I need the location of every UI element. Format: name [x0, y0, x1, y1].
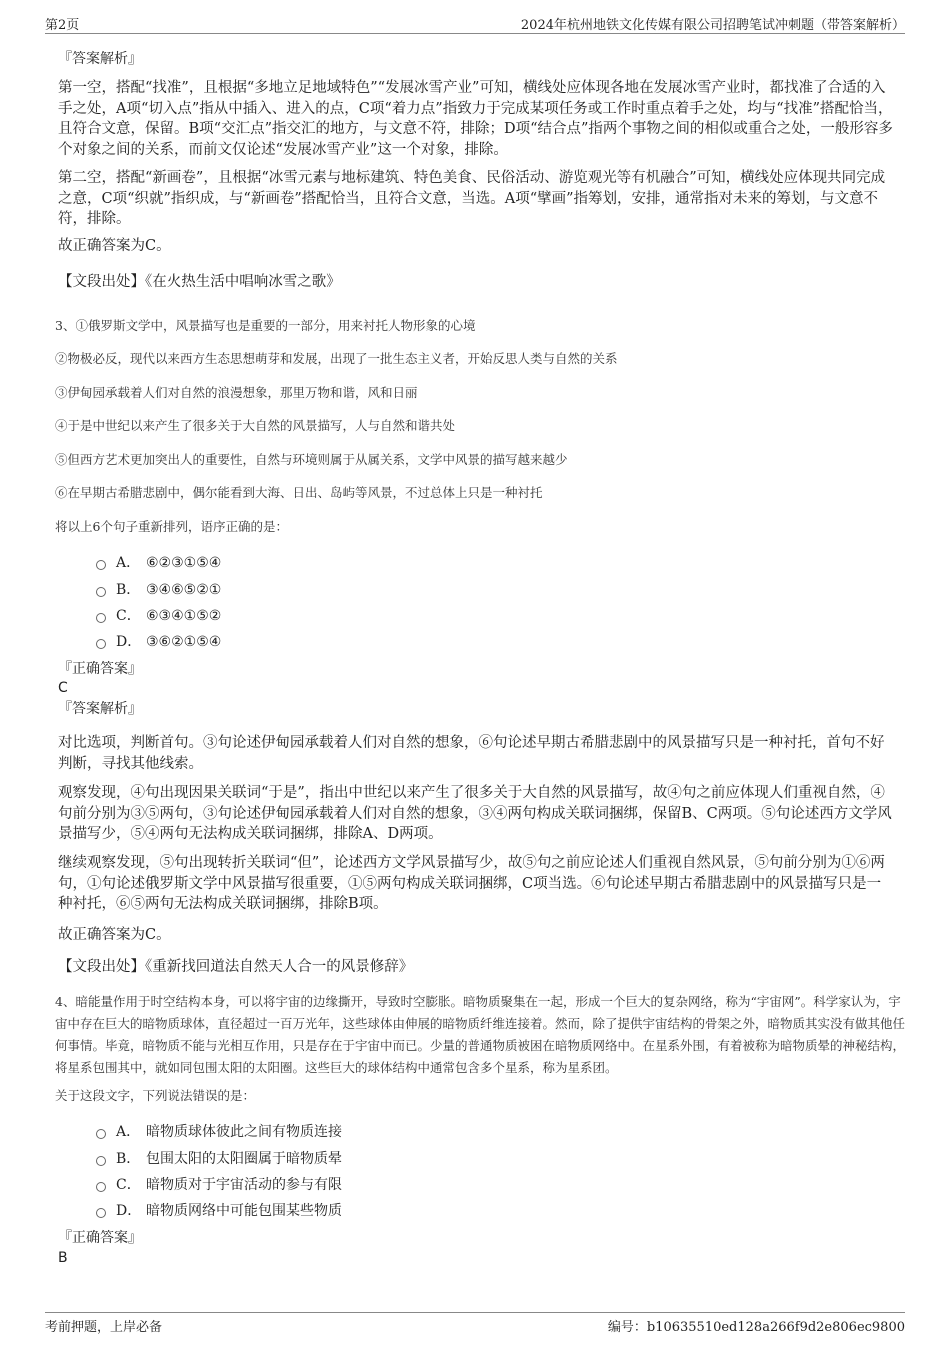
- document-id: 编号：b10635510ed128a266f9d2e806ec9800: [607, 1320, 905, 1335]
- answer-label: 『正确答案』: [58, 661, 142, 677]
- radio-button[interactable]: [96, 587, 106, 597]
- analysis-paragraph: 对比选项，判断首句。③句论述伊甸园承载着人们对自然的想象，⑥句论述早期古希腊悲剧中的风景描写只是一种衬托，首句不好判断，寻找其他线索。: [58, 735, 885, 772]
- source-citation: 【文段出处】《在火热生活中唱响冰雪之歌》: [58, 274, 341, 290]
- radio-button[interactable]: [96, 1156, 106, 1166]
- question-stem: 4、暗能量作用于时空结构本身，可以将宇宙的边缘撕开，导致时空膨胀。暗物质聚集在一起，形成一个巨大的复杂网络，称为“宇宙网”。科学家认为，宇宙中存在巨大的暗物质球体，直径超过一百万光年，这些球体由伸展的暗物质纤维连接着。然而，除了提供宇宙结构的骨架之外，暗物质其实没有做其他任何事情。毕竟，暗物质不能与光相互作用，只是存在于宇宙中而已。少量的普通物质被困在暗物质网络中。在星系外围，有着被称为暗物质晕的神秘结构，将星系包围其中，就如同包围太阳的太阳圈。这些巨大的球体结构中通常包含多个星系，称为星系团。: [55, 994, 906, 1075]
- correct-answer: B: [58, 1250, 68, 1266]
- option-b[interactable]: [96, 1149, 342, 1169]
- radio-button[interactable]: [96, 639, 106, 649]
- conclusion: 故正确答案为C。: [58, 238, 171, 254]
- sentence: ②物极必反，现代以来西方生态思想萌芽和发展，出现了一批生态主义者，开始反思人类与自然的关系: [55, 351, 618, 366]
- analysis-paragraph: 第一空，搭配“找准”，且根据“多地立足地域特色”“发展冰雪产业”可知，横线处应体现各地在发展冰雪产业时，都找准了合适的入手之处，A项“切入点”指从中插入、进入的点，C项“着力点”指致力于完成某项任务或工作时重点着手之处，均与“找准”搭配恰当，且符合文意，保留。B项“交汇点”指交汇的地方，与文意不符，排除；D项“结合点”指两个事物之间的相似或重合之处，一般形容多个对象之间的关系，而前文仅论述“发展冰雪产业”这一个对象，排除。: [58, 80, 893, 158]
- radio-button[interactable]: [96, 560, 106, 570]
- question-stem: 3、①俄罗斯文学中，风景描写也是重要的一部分，用来衬托人物形象的心境: [55, 318, 476, 333]
- option-letter: C．: [116, 1177, 141, 1193]
- document-title: 2024年杭州地铁文化传媒有限公司招聘笔试冲刺题（带答案解析）: [520, 18, 905, 33]
- analysis-label: 『答案解析』: [58, 51, 142, 67]
- sentence: ⑤但西方艺术更加突出人的重要性，自然与环境则属于从属关系，文学中风景的描写越来越少: [55, 452, 568, 467]
- question-prompt: 将以上6个句子重新排列，语序正确的是：: [55, 519, 288, 534]
- option-letter: A．: [116, 1124, 141, 1140]
- radio-button[interactable]: [96, 613, 106, 623]
- option-letter: D．: [116, 634, 142, 650]
- option-b[interactable]: [96, 580, 221, 600]
- option-text: ③⑥②①⑤④: [146, 634, 222, 650]
- analysis-label: 『答案解析』: [58, 701, 142, 717]
- sentence: ③伊甸园承载着人们对自然的浪漫想象，那里万物和谐，风和日丽: [55, 385, 418, 400]
- option-text: 暗物质球体彼此之间有物质连接: [146, 1124, 342, 1140]
- option-letter: B．: [116, 1151, 141, 1167]
- option-d[interactable]: [96, 632, 221, 652]
- answer-label: 『正确答案』: [58, 1230, 142, 1246]
- conclusion: 故正确答案为C。: [58, 927, 171, 943]
- analysis-paragraph: 观察发现，④句出现因果关联词“于是”，指出中世纪以来产生了很多关于大自然的风景描写，故④句之前应体现人们重视自然，④句前分别为③⑤两句，③句论述伊甸园承载着人们对自然的想象，③④两句构成关联词捆绑，保留B、C两项。⑤句论述西方文学风景描写少，⑤④两句无法构成关联词捆绑，排除A、D两项。: [58, 785, 892, 842]
- sentence: ⑥在早期古希腊悲剧中，偶尔能看到大海、日出、岛屿等风景，不过总体上只是一种衬托: [55, 485, 543, 500]
- question-prompt: 关于这段文字，下列说法错误的是：: [55, 1088, 256, 1103]
- option-text: 暗物质网络中可能包围某些物质: [146, 1203, 342, 1219]
- sentence: ④于是中世纪以来产生了很多关于大自然的风景描写，人与自然和谐共处: [55, 418, 456, 433]
- option-c[interactable]: [96, 1175, 342, 1195]
- analysis-paragraph: 继续观察发现，⑤句出现转折关联词“但”，论述西方文学风景描写少，故⑤句之前应论述人们重视自然风景，⑤句前分别为①⑥两句，①句论述俄罗斯文学中风景描写很重要，①⑤两句构成关联词捆绑，C项当选。⑥句论述早期古希腊悲剧中的风景描写只是一种衬托，⑥⑤两句无法构成关联词捆绑，排除B项。: [58, 855, 885, 912]
- footer-slogan: 考前押题，上岸必备: [45, 1320, 163, 1335]
- option-letter: A．: [116, 555, 141, 571]
- option-d[interactable]: [96, 1201, 342, 1221]
- option-letter: D．: [116, 1203, 142, 1219]
- page-footer: [45, 1312, 905, 1335]
- page-number: 第2页: [45, 18, 80, 33]
- radio-button[interactable]: [96, 1208, 106, 1218]
- analysis-paragraph: 第二空，搭配“新画卷”，且根据“冰雪元素与地标建筑、特色美食、民俗活动、游览观光等有机融合”可知，横线处应体现共同完成之意，C项“织就”指织成，与“新画卷”搭配恰当，且符合文意，当选。A项“擘画”指筹划，安排，通常指对未来的筹划，与文意不符，排除。: [58, 170, 886, 227]
- page-header: [45, 11, 905, 34]
- option-a[interactable]: [96, 1122, 342, 1142]
- option-letter: B．: [116, 582, 141, 598]
- option-text: 暗物质对于宇宙活动的参与有限: [146, 1177, 342, 1193]
- correct-answer: C: [58, 680, 68, 696]
- radio-button[interactable]: [96, 1182, 106, 1192]
- option-letter: C．: [116, 608, 141, 624]
- radio-button[interactable]: [96, 1129, 106, 1139]
- option-a[interactable]: [96, 553, 221, 573]
- option-text: 包围太阳的太阳圈属于暗物质晕: [146, 1151, 342, 1167]
- option-c[interactable]: [96, 606, 221, 626]
- source-citation: 【文段出处】《重新找回道法自然天人合一的风景修辞》: [58, 959, 414, 975]
- option-text: ⑥③④①⑤②: [146, 608, 222, 624]
- option-text: ③④⑥⑤②①: [146, 582, 222, 598]
- option-text: ⑥②③①⑤④: [146, 555, 222, 571]
